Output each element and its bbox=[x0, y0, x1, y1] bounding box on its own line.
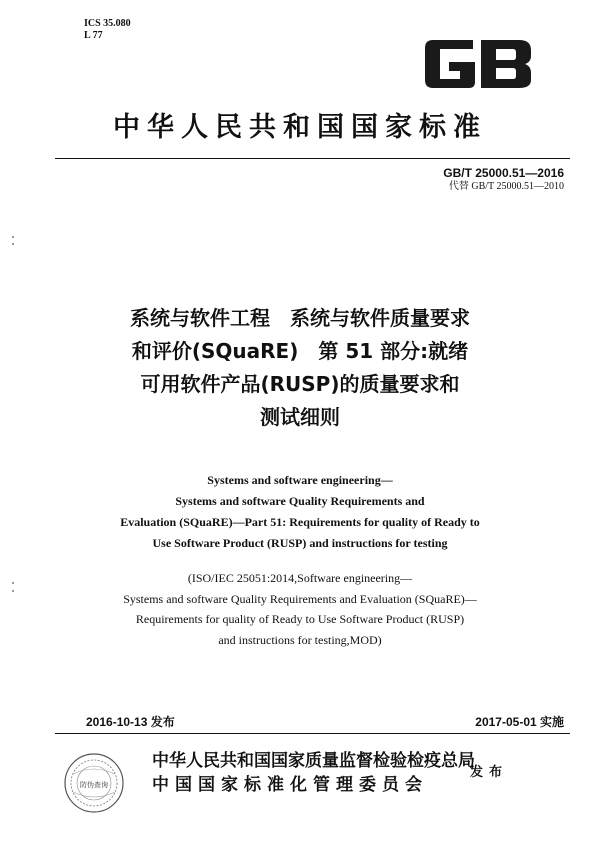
footer-rule bbox=[55, 733, 570, 734]
gb-logo bbox=[423, 36, 533, 92]
title-chinese bbox=[0, 302, 600, 434]
issue-date: 2016-10-13 发布 bbox=[86, 715, 175, 729]
replaces-standard: 代替 GB/T 25000.51—2010 bbox=[448, 181, 564, 192]
ics-code: ICS 35.080 bbox=[84, 18, 131, 29]
title-cn-line: 测试细则 bbox=[260, 405, 340, 429]
header-rule bbox=[55, 158, 570, 159]
standard-number: GB/T 25000.51—2016 bbox=[443, 166, 564, 180]
title-en-line: Systems and software engineering— bbox=[207, 473, 393, 487]
equivalence-line: Requirements for quality of Ready to Use Software Product (RUSP) bbox=[135, 612, 465, 626]
scan-mark bbox=[12, 236, 14, 238]
issuer-aqsiq: 中华人民共和国国家质量监督检验检疫总局 bbox=[152, 751, 475, 771]
equivalence-line: and instructions for testing,MOD) bbox=[218, 632, 382, 647]
issuing-authorities bbox=[152, 749, 475, 797]
scan-mark bbox=[12, 243, 14, 245]
title-cn-line: 和评价(SQuaRE) 第 51 部分:就绪 bbox=[131, 339, 469, 363]
anti-counterfeit-seal bbox=[63, 752, 125, 814]
national-standard-heading: 中华人民共和国国家标准 bbox=[113, 112, 487, 143]
ccs-code: L 77 bbox=[84, 30, 103, 41]
title-en-line: Systems and software Quality Requirements and bbox=[175, 494, 425, 508]
title-english bbox=[0, 470, 600, 554]
title-cn-line: 系统与软件工程 系统与软件质量要求 bbox=[130, 306, 470, 330]
seal-label: 防伪查询 bbox=[80, 781, 108, 789]
publish-label: 发布 bbox=[470, 765, 509, 780]
international-equivalence bbox=[0, 568, 600, 650]
issuer-sac: 中国国家标准化管理委员会 bbox=[152, 775, 428, 795]
title-en-line: Evaluation (SQuaRE)—Part 51: Requirements for quality of Ready to bbox=[120, 515, 480, 529]
title-en-line: Use Software Product (RUSP) and instructions for testing bbox=[152, 536, 448, 550]
equivalence-line: (ISO/IEC 25051:2014,Software engineering— bbox=[187, 571, 413, 585]
equivalence-line: Systems and software Quality Requirements and Evaluation (SQuaRE)— bbox=[123, 591, 477, 606]
implementation-date: 2017-05-01 实施 bbox=[475, 715, 564, 729]
ics-classification bbox=[84, 18, 131, 42]
title-cn-line: 可用软件产品(RUSP)的质量要求和 bbox=[140, 372, 460, 396]
